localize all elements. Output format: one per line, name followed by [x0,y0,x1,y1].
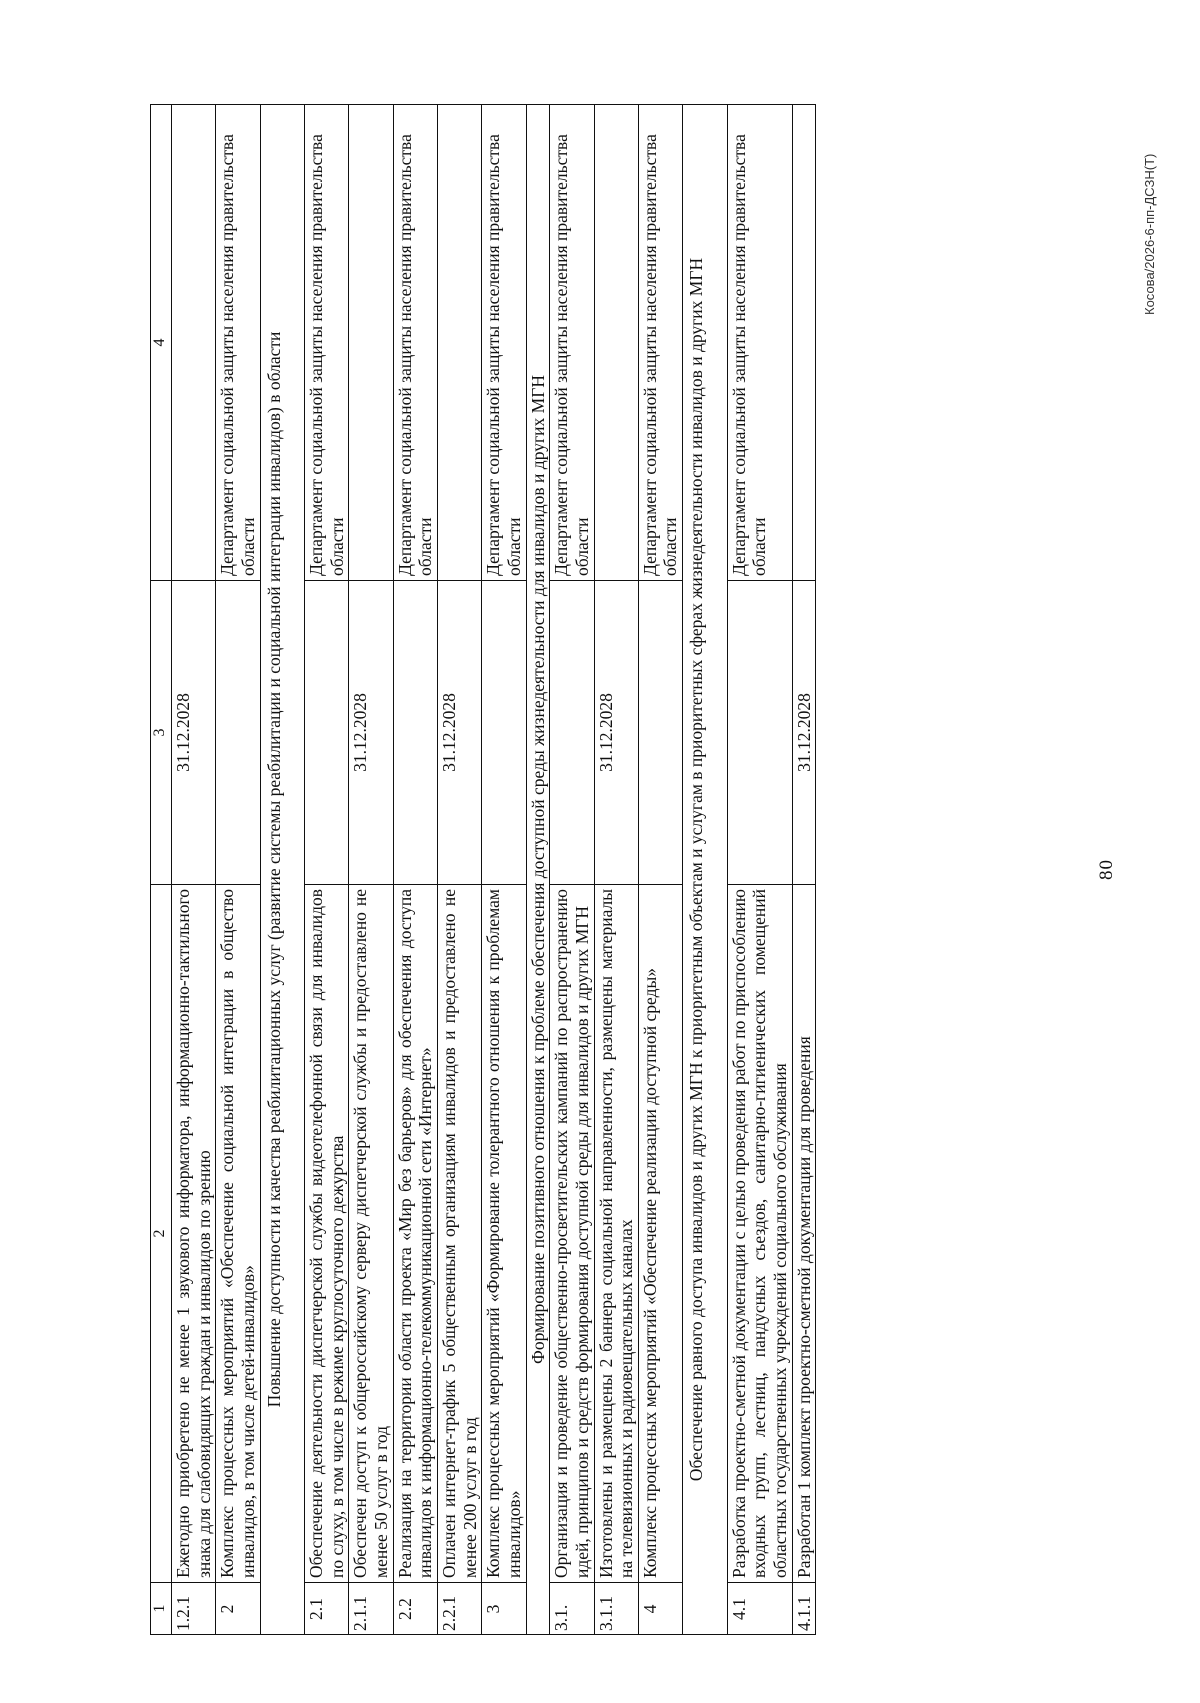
section-row-attitude [526,105,550,1635]
row-number: 2.2.1 [438,1583,482,1635]
row-date: 31.12.2028 [594,581,638,885]
row-description: Изготовлены и размещены 2 баннера социальной направленности, размещены материалы на телевизионных и радиовещательных каналах [594,885,638,1583]
row-date [305,581,349,885]
row-date [727,581,792,885]
section-row-equal-access [683,105,728,1635]
row-responsible: Департамент социальной защиты населения правительства области [638,105,682,581]
row-date: 31.12.2028 [438,581,482,885]
row-responsible [438,105,482,581]
row-description: Разработка проектно-сметной документации с целью проведения работ по приспособлению входных групп, лестниц, пандусных съездов, санитарно-гигиенических помещений областных государственных учреждений социального обслуживания [727,885,792,1583]
row-date [393,581,437,885]
row-responsible: Департамент социальной защиты населения правительства области [482,105,526,581]
row-description: Обеспечение деятельности диспетчерской службы видеотелефонной связи для инвалидов по слуху, в том числе в режиме круглосуточного дежурства [305,885,349,1583]
row-responsible: Департамент социальной защиты населения правительства области [550,105,594,581]
table-row-2-1-1 [349,105,393,1635]
row-date: 31.12.2028 [172,581,216,885]
row-date [482,581,526,885]
table-row-4-1 [727,105,792,1635]
table-row-1-2-1 [172,105,216,1635]
row-date: 31.12.2028 [792,581,816,885]
row-number: 4.1.1 [792,1583,816,1635]
row-responsible: Департамент социальной защиты населения правительства области [216,105,260,581]
row-number: 2.1 [305,1583,349,1635]
table-row-2-2-1 [438,105,482,1635]
column-number-row [151,105,172,1635]
row-description: Комплекс процессных мероприятий «Обеспечение социальной интеграции в общество инвалидов, в том числе детей-инвалидов» [216,885,260,1583]
row-responsible [172,105,216,581]
section-heading: Формирование позитивного отношения к проблеме обеспечения доступной среды жизнедеятельности для инвалидов и других МГН [526,105,550,1635]
column-header-3: 3 [151,581,172,885]
row-number: 1.2.1 [172,1583,216,1635]
row-responsible [349,105,393,581]
document-reference: Косова/2026-6-пп-ДСЗН(Т) [1142,153,1157,315]
row-description: Ежегодно приобретено не менее 1 звукового информатора, информационно-тактильного знака для слабовидящих граждан и инвалидов по зрению [172,885,216,1583]
row-description: Комплекс процессных мероприятий «Обеспечение реализации доступной среды» [638,885,682,1583]
row-number: 4 [638,1583,682,1635]
row-number: 3.1. [550,1583,594,1635]
row-number: 2.1.1 [349,1583,393,1635]
section-row-rehabilitation [260,105,305,1635]
row-description: Организация и проведение общественно-просветительских кампаний по распространению идей, принципов и средств формирования доступной среды для инвалидов и других МГН [550,885,594,1583]
table-row-3 [482,105,526,1635]
row-date [216,581,260,885]
section-heading: Повышение доступности и качества реабилитационных услуг (развитие системы реабилитации и социальной интеграции инвалидов) в области [260,105,305,1635]
table-row-2 [216,105,260,1635]
row-number: 4.1 [727,1583,792,1635]
column-header-4: 4 [151,105,172,581]
row-description: Обеспечен доступ к общероссийскому серверу диспетчерской службы и предоставлено не менее 50 услуг в год [349,885,393,1583]
row-date: 31.12.2028 [349,581,393,885]
row-responsible [594,105,638,581]
section-heading: Обеспечение равного доступа инвалидов и других МГН к приоритетным объектам и услугам в приоритетных сферах жизнедеятельности инвалидов и других МГН [683,105,728,1635]
row-responsible [792,105,816,581]
rotated-page [150,105,1157,1635]
row-description: Разработан 1 комплект проектно-сметной документации для проведения [792,885,816,1583]
table-row-4-1-1 [792,105,816,1635]
column-header-2: 2 [151,885,172,1583]
column-header-1: 1 [151,1583,172,1635]
row-number: 3.1.1 [594,1583,638,1635]
row-date [638,581,682,885]
table-row-3-1 [550,105,594,1635]
table-row-4 [638,105,682,1635]
row-responsible: Департамент социальной защиты населения правительства области [305,105,349,581]
row-description: Реализация на территории области проекта «Мир без барьеров» для обеспечения доступа инвалидов к информационно-телекоммуникационной сети «Интернет» [393,885,437,1583]
row-date [550,581,594,885]
table-row-2-2 [393,105,437,1635]
table-row-3-1-1 [594,105,638,1635]
row-description: Оплачен интернет-трафик 5 общественным организациям инвалидов и предоставлено не менее 200 услуг в год [438,885,482,1583]
row-number: 2 [216,1583,260,1635]
row-responsible: Департамент социальной защиты населения правительства области [393,105,437,581]
row-responsible: Департамент социальной защиты населения правительства области [727,105,792,581]
activities-table [150,104,816,1635]
row-number: 2.2 [393,1583,437,1635]
row-description: Комплекс процессных мероприятий «Формирование толерантного отношения к проблемам инвалидов» [482,885,526,1583]
page-number: 80 [1096,859,1117,880]
table-row-2-1 [305,105,349,1635]
row-number: 3 [482,1583,526,1635]
